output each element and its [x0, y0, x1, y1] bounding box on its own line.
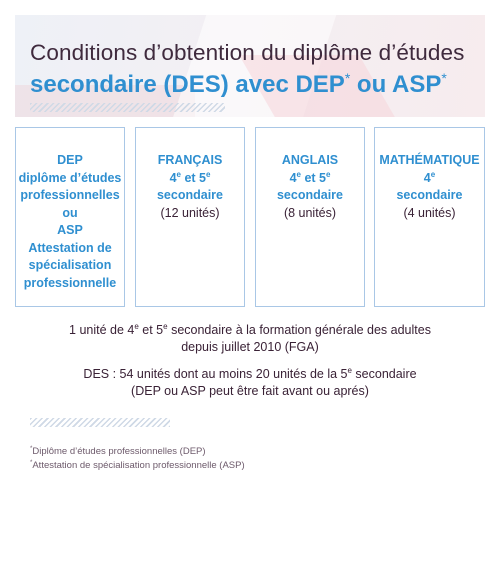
- footnote-dep: *Diplôme d’études professionnelles (DEP): [30, 446, 206, 458]
- subject-box-anglais: [255, 127, 365, 307]
- units-label: (8 unités): [283, 205, 337, 220]
- grade-levels: 4e et 5e: [169, 169, 211, 185]
- subject-heading: ANGLAIS: [281, 153, 339, 167]
- subject-box-mathematique: [374, 127, 485, 307]
- grade-levels: 4e: [423, 169, 436, 185]
- level-label: secondaire: [396, 188, 463, 202]
- units-label: (4 unités): [403, 205, 456, 220]
- box-line: ou: [62, 205, 78, 220]
- info-line-fga: 1 unité de 4e et 5e secondaire à la formation générale des adultes: [69, 321, 431, 337]
- level-label: secondaire: [276, 188, 343, 202]
- stripe-divider: [30, 103, 225, 112]
- page-title: Conditions d’obtention du diplôme d’études: [30, 40, 465, 65]
- units-label: (12 unités): [160, 205, 220, 220]
- box-line: ASP: [57, 223, 83, 237]
- level-label: secondaire: [156, 188, 223, 202]
- box-line: DEP: [57, 153, 83, 167]
- grade-levels: 4e et 5e: [289, 169, 331, 185]
- header-banner: [15, 15, 485, 117]
- box-line: professionnelle: [23, 275, 117, 290]
- box-line: Attestation de: [28, 240, 112, 255]
- info-line-des: DES : 54 unités dont au moins 20 unités de la 5e secondaire: [83, 365, 417, 381]
- info-line-note: (DEP ou ASP peut être fait avant ou aprés): [131, 384, 369, 398]
- box-line: diplôme d’études: [18, 170, 122, 185]
- footnote-asp: *Attestation de spécialisation professionnelle (ASP): [30, 460, 245, 472]
- info-line-fga-date: depuis juillet 2010 (FGA): [181, 340, 319, 354]
- page-subtitle: secondaire (DES) avec DEP* ou ASP*: [30, 70, 447, 98]
- box-line: professionnelles: [20, 188, 120, 202]
- credential-box: [15, 127, 125, 307]
- subject-heading: FRANÇAIS: [157, 153, 223, 167]
- stripe-divider: [30, 418, 170, 427]
- subject-heading: MATHÉMATIQUE: [379, 153, 480, 167]
- box-line: spécialisation: [28, 258, 112, 272]
- subject-box-francais: [135, 127, 245, 307]
